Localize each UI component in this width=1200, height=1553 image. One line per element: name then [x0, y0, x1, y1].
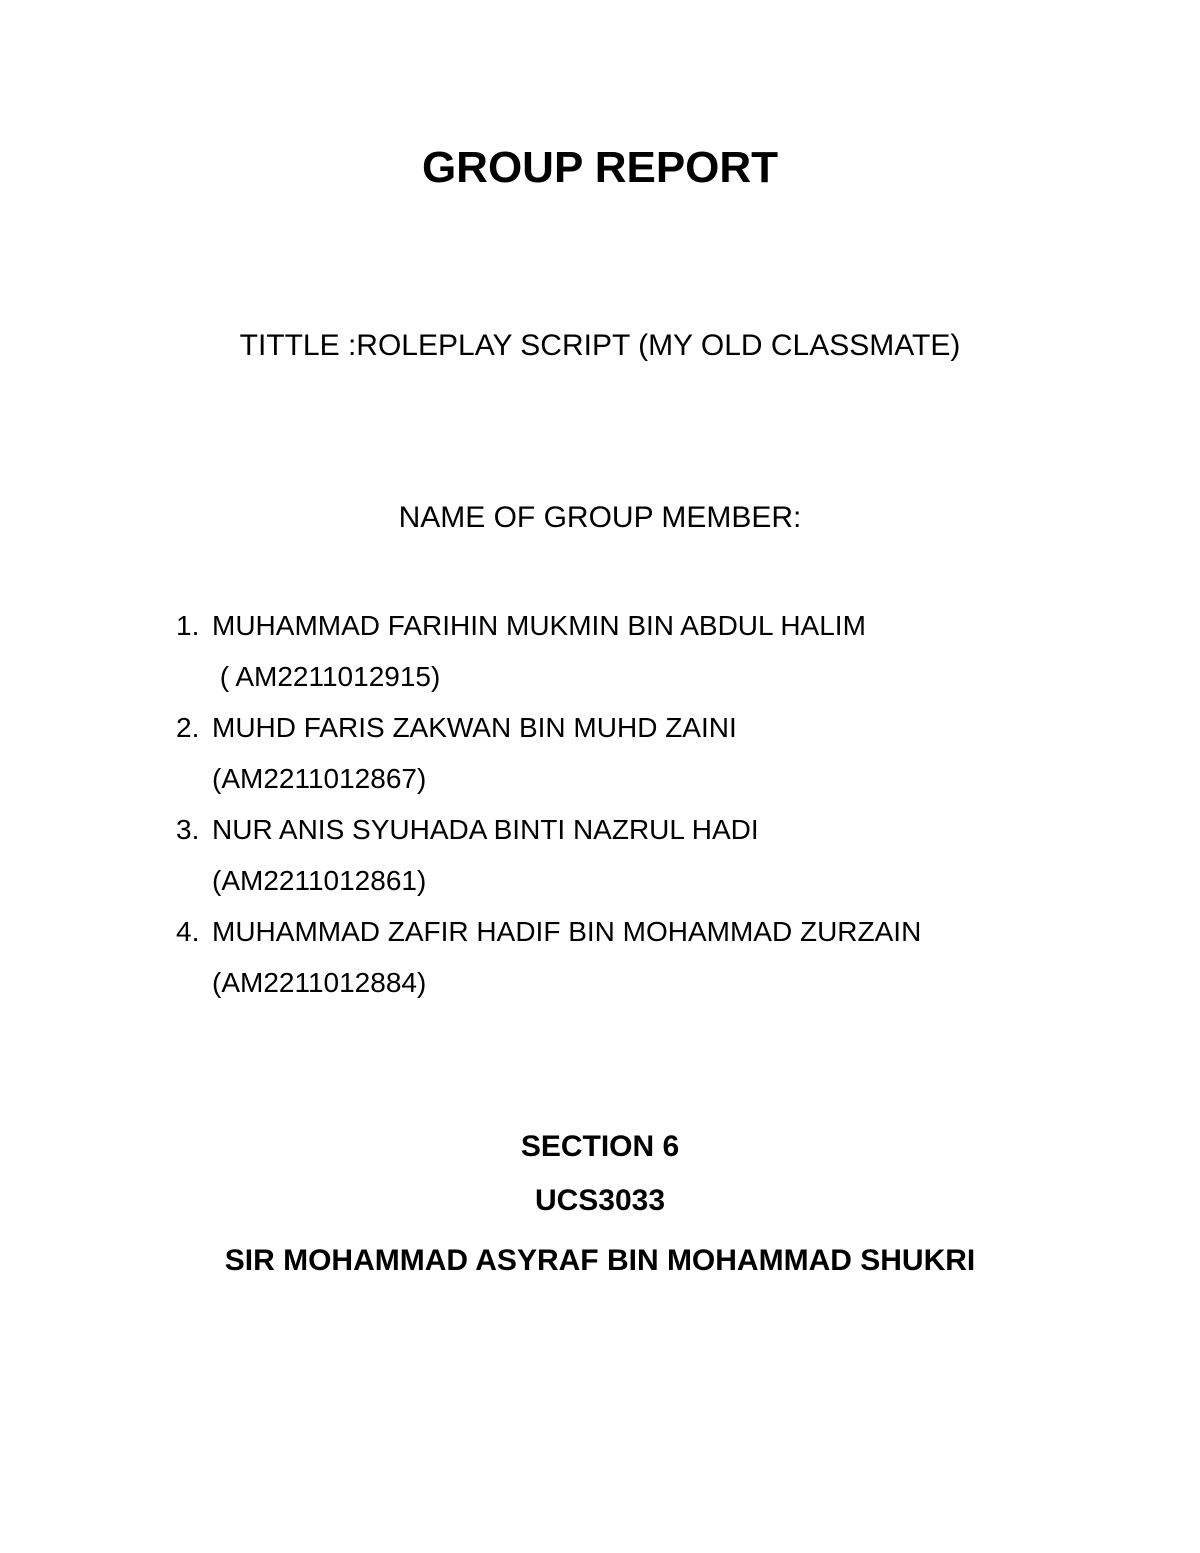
list-item [176, 804, 1076, 906]
member-name: MUHD FARIS ZAKWAN BIN MUHD ZAINI [212, 712, 737, 743]
member-number: 4. [176, 916, 200, 947]
member-id: ( AM2211012915) [212, 661, 441, 692]
member-number: 1. [176, 610, 200, 641]
member-number: 3. [176, 814, 200, 845]
list-item [176, 702, 1076, 804]
report-heading: GROUP REPORT [421, 143, 779, 192]
member-name: NUR ANIS SYUHADA BINTI NAZRUL HADI [212, 814, 759, 845]
members-heading: NAME OF GROUP MEMBER: [398, 501, 802, 534]
member-list [176, 600, 1076, 1008]
course-code: UCS3033 [534, 1184, 666, 1217]
member-id: (AM2211012867) [212, 763, 427, 794]
list-item [176, 600, 1076, 702]
lecturer-name: SIR MOHAMMAD ASYRAF BIN MOHAMMAD SHUKRI [224, 1244, 976, 1277]
list-item [176, 906, 1076, 1008]
member-id: (AM2211012861) [212, 865, 427, 896]
member-number: 2. [176, 712, 200, 743]
report-title: TITTLE :ROLEPLAY SCRIPT (MY OLD CLASSMATE) [239, 329, 961, 362]
member-id: (AM2211012884) [212, 967, 427, 998]
member-name: MUHAMMAD FARIHIN MUKMIN BIN ABDUL HALIM [212, 610, 866, 641]
member-name: MUHAMMAD ZAFIR HADIF BIN MOHAMMAD ZURZAIN [212, 916, 922, 947]
section-label: SECTION 6 [520, 1130, 680, 1163]
